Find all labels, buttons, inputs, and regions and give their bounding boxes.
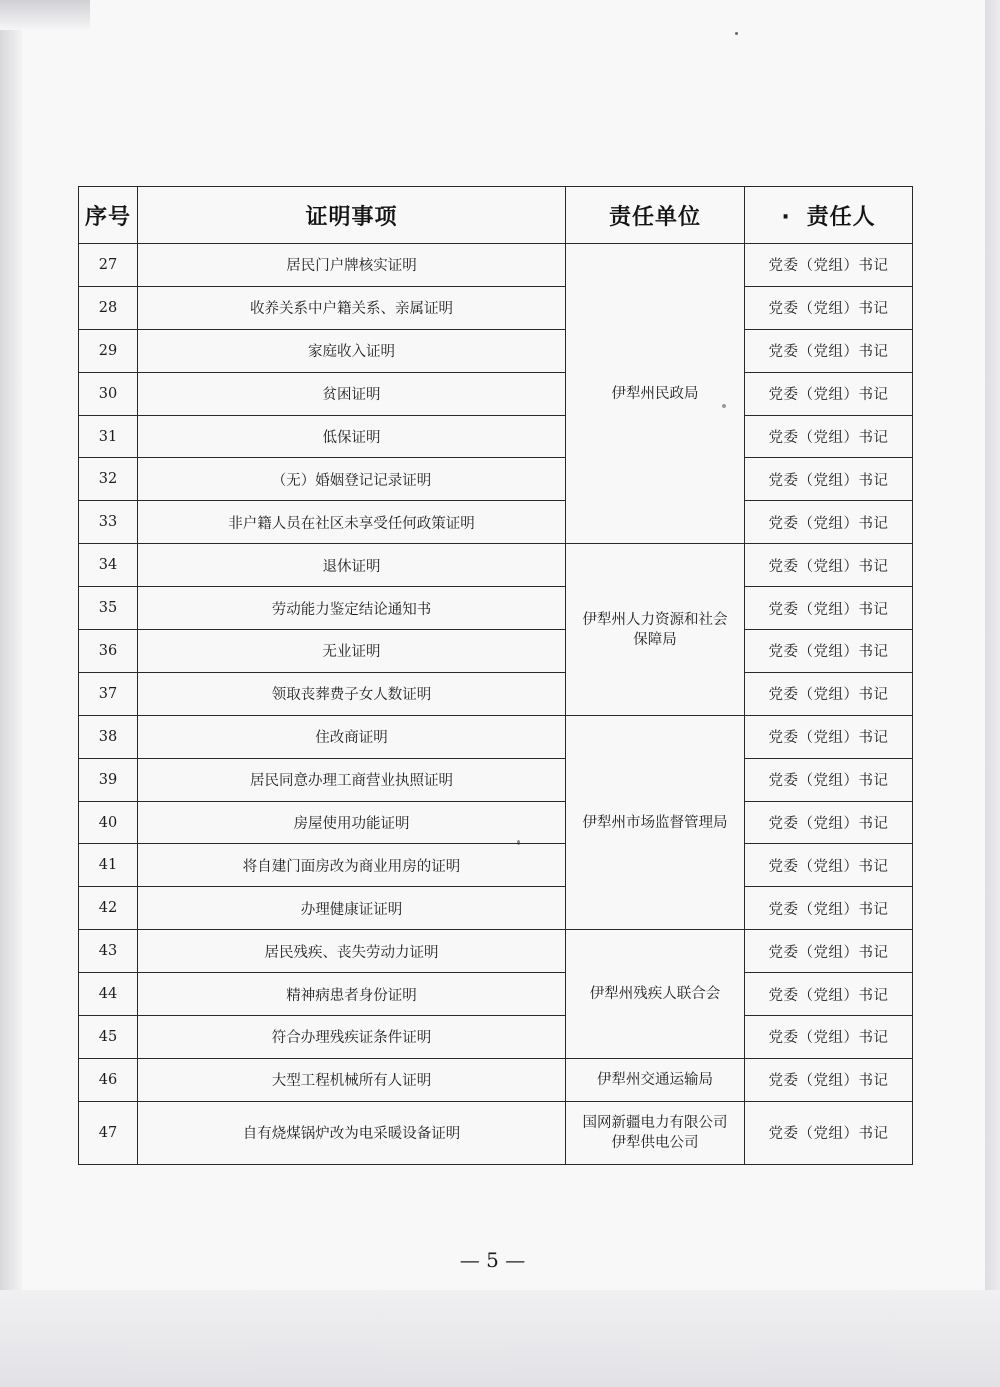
table-row — [79, 501, 913, 544]
row-seq: 47 — [79, 1101, 138, 1164]
row-item: 自有烧煤锅炉改为电采暖设备证明 — [138, 1101, 566, 1164]
table-row — [79, 244, 913, 287]
table-row — [79, 458, 913, 501]
dept-power-line1: 国网新疆电力有限公司 — [582, 1114, 728, 1131]
row-person: 党委（党组）书记 — [745, 973, 913, 1016]
header-dot: · — [781, 204, 791, 230]
row-person: 党委（党组）书记 — [745, 329, 913, 372]
row-dept-civil-affairs: 伊犁州民政局 — [566, 244, 745, 544]
table-row — [79, 844, 913, 887]
table-row — [79, 801, 913, 844]
page-bottom-band — [0, 1290, 1000, 1387]
row-seq: 28 — [79, 286, 138, 329]
page-left-shadow — [0, 0, 22, 1387]
row-person: 党委（党组）书记 — [745, 1101, 913, 1164]
table-row — [79, 415, 913, 458]
row-item: 办理健康证证明 — [138, 887, 566, 930]
table-row — [79, 1058, 913, 1101]
row-seq: 32 — [79, 458, 138, 501]
row-seq: 46 — [79, 1058, 138, 1101]
table-row — [79, 544, 913, 587]
row-item: 房屋使用功能证明 — [138, 801, 566, 844]
row-person: 党委（党组）书记 — [745, 630, 913, 673]
scan-speck — [735, 32, 738, 35]
header-person — [745, 187, 913, 244]
page-right-edge — [985, 0, 1000, 1387]
dept-hr-line1: 伊犁州人力资源和社会 — [582, 611, 728, 628]
row-seq: 44 — [79, 973, 138, 1016]
table-row — [79, 973, 913, 1016]
row-seq: 35 — [79, 587, 138, 630]
row-item: 劳动能力鉴定结论通知书 — [138, 587, 566, 630]
row-person: 党委（党组）书记 — [745, 930, 913, 973]
page-top-fold — [0, 0, 90, 30]
table-row — [79, 286, 913, 329]
row-seq: 33 — [79, 501, 138, 544]
certificate-table — [78, 186, 913, 1165]
header-person-label: 责任人 — [806, 204, 876, 230]
row-person: 党委（党组）书记 — [745, 286, 913, 329]
row-item: 收养关系中户籍关系、亲属证明 — [138, 286, 566, 329]
row-seq: 37 — [79, 672, 138, 715]
row-dept-power — [566, 1101, 745, 1164]
row-seq: 30 — [79, 372, 138, 415]
table-row — [79, 329, 913, 372]
row-person: 党委（党组）书记 — [745, 715, 913, 758]
row-person: 党委（党组）书记 — [745, 587, 913, 630]
row-dept-disabled-federation: 伊犁州残疾人联合会 — [566, 930, 745, 1059]
table-row — [79, 587, 913, 630]
row-person: 党委（党组）书记 — [745, 372, 913, 415]
row-person: 党委（党组）书记 — [745, 458, 913, 501]
row-item: 贫困证明 — [138, 372, 566, 415]
row-item: 将自建门面房改为商业用房的证明 — [138, 844, 566, 887]
row-dept-hr-social — [566, 544, 745, 716]
row-person: 党委（党组）书记 — [745, 801, 913, 844]
table-row — [79, 672, 913, 715]
row-item: 低保证明 — [138, 415, 566, 458]
row-seq: 43 — [79, 930, 138, 973]
row-dept-market-supervision: 伊犁州市场监督管理局 — [566, 715, 745, 929]
table-header-row — [79, 187, 913, 244]
row-seq: 40 — [79, 801, 138, 844]
row-seq: 41 — [79, 844, 138, 887]
row-item: 符合办理残疾证条件证明 — [138, 1016, 566, 1059]
table-row — [79, 715, 913, 758]
dept-hr-line2: 保障局 — [633, 631, 677, 648]
row-person: 党委（党组）书记 — [745, 844, 913, 887]
table-row — [79, 887, 913, 930]
row-seq: 38 — [79, 715, 138, 758]
page-number: — 5 — — [459, 1248, 526, 1272]
row-person: 党委（党组）书记 — [745, 1016, 913, 1059]
row-person: 党委（党组）书记 — [745, 887, 913, 930]
table-row — [79, 630, 913, 673]
row-item: 住改商证明 — [138, 715, 566, 758]
row-seq: 39 — [79, 758, 138, 801]
row-item: 居民同意办理工商营业执照证明 — [138, 758, 566, 801]
row-person: 党委（党组）书记 — [745, 672, 913, 715]
row-item: 非户籍人员在社区未享受任何政策证明 — [138, 501, 566, 544]
row-seq: 36 — [79, 630, 138, 673]
header-item: 证明事项 — [138, 187, 566, 244]
row-item: 大型工程机械所有人证明 — [138, 1058, 566, 1101]
row-item: （无）婚姻登记记录证明 — [138, 458, 566, 501]
table-row — [79, 1016, 913, 1059]
dept-power-line2: 伊犁供电公司 — [611, 1134, 699, 1151]
row-seq: 31 — [79, 415, 138, 458]
row-person: 党委（党组）书记 — [745, 758, 913, 801]
row-item: 无业证明 — [138, 630, 566, 673]
row-item: 精神病患者身份证明 — [138, 973, 566, 1016]
header-dept: 责任单位 — [566, 187, 745, 244]
row-item: 家庭收入证明 — [138, 329, 566, 372]
row-item: 居民残疾、丧失劳动力证明 — [138, 930, 566, 973]
table-row — [79, 758, 913, 801]
table-row — [79, 372, 913, 415]
row-person: 党委（党组）书记 — [745, 244, 913, 287]
row-item: 居民门户牌核实证明 — [138, 244, 566, 287]
row-item: 领取丧葬费子女人数证明 — [138, 672, 566, 715]
row-seq: 34 — [79, 544, 138, 587]
row-person: 党委（党组）书记 — [745, 544, 913, 587]
row-seq: 45 — [79, 1016, 138, 1059]
table-row — [79, 930, 913, 973]
table-row — [79, 1101, 913, 1164]
row-person: 党委（党组）书记 — [745, 501, 913, 544]
row-seq: 42 — [79, 887, 138, 930]
row-person: 党委（党组）书记 — [745, 1058, 913, 1101]
row-item: 退休证明 — [138, 544, 566, 587]
header-seq: 序号 — [79, 187, 138, 244]
row-seq: 27 — [79, 244, 138, 287]
row-dept-transport: 伊犁州交通运输局 — [566, 1058, 745, 1101]
row-person: 党委（党组）书记 — [745, 415, 913, 458]
row-seq: 29 — [79, 329, 138, 372]
